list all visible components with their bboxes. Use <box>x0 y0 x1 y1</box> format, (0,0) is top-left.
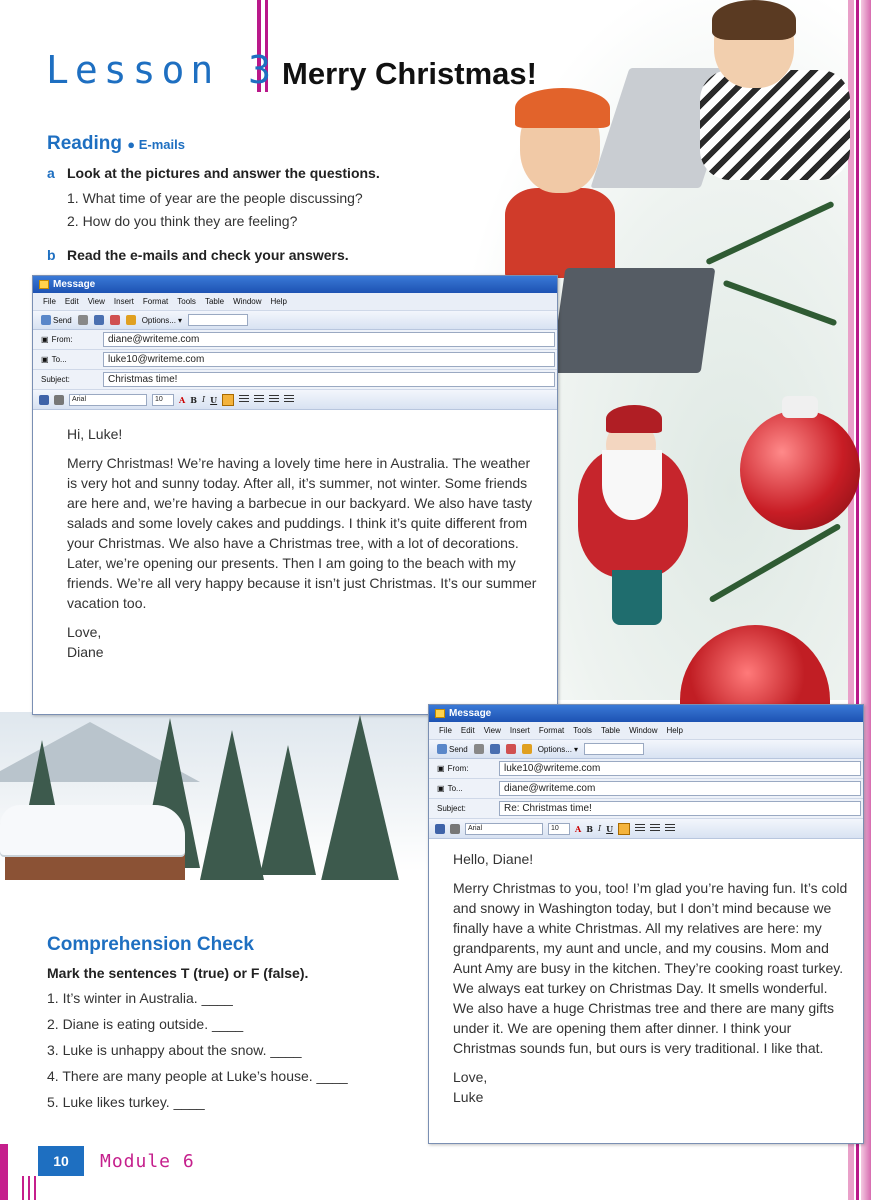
font-size-select[interactable]: 10 <box>548 823 570 835</box>
email-text: Merry Christmas to you, too! I’m glad you’re having fun. It’s cold and snowy in Washington today, but I don’t mind because we finally have a white Christmas. All my relatives are here: my grandparents, my aunt and uncle, and my cousins. Mom and Aunt Amy are busy in the kitchen. They’re cooking roast turkey. We always eat turkey on Christmas Day. It smells wonderful. We also have a huge Christmas tree and there are many gifts under it. We are opening them after dinner. I think your Christmas sounds fun, but ours is very traditional. I like that. <box>453 880 848 1056</box>
bullet-list-icon[interactable] <box>284 395 294 404</box>
email-signature: Diane <box>67 644 104 660</box>
from-label[interactable]: ▣ From: <box>41 335 73 344</box>
attach-icon[interactable] <box>474 744 484 754</box>
footer-accent-line <box>28 1176 30 1200</box>
email-text: Merry Christmas! We’re having a lovely time here in Australia. The weather is very hot and sunny today. After all, it’s summer, not winter. Some friends are here and, we’re having a barbecue in our backyard. We also have tasty salads and some lovely cakes and puddings. I think it’s quite different from your Christmas. We also have a Christmas tree, with a lot of decorations. Later, we’re opening our presents. Then I am going to the beach with my friends. We’re all very happy because it isn’t just Christmas. It’s our summer vacation too. <box>67 455 537 611</box>
task-b-label: b <box>47 247 56 263</box>
align-center-icon[interactable] <box>239 395 249 404</box>
page-title: Merry Christmas! <box>282 56 537 91</box>
comprehension-heading: Comprehension Check <box>47 934 254 955</box>
menu-insert[interactable]: Insert <box>509 726 530 735</box>
email-signature: Luke <box>453 1089 484 1105</box>
comprehension-item: 2. Diane is eating outside. ____ <box>47 1016 244 1032</box>
send-button[interactable]: Send <box>41 315 72 325</box>
importance-icon[interactable] <box>110 315 120 325</box>
reading-label: Reading <box>47 133 122 154</box>
align-left-icon[interactable] <box>222 394 234 406</box>
from-field[interactable]: diane@writeme.com <box>103 332 555 347</box>
footer-accent-line <box>34 1176 36 1200</box>
align-center-icon[interactable] <box>635 824 645 833</box>
girl-photo <box>505 188 615 278</box>
send-icon <box>41 315 51 325</box>
email-greeting: Hello, Diane! <box>453 851 534 867</box>
question-item: 1. What time of year are the people discussing? <box>67 190 363 206</box>
menu-format[interactable]: Format <box>538 726 565 735</box>
boy-photo <box>700 70 850 180</box>
menu-file[interactable]: File <box>439 726 452 735</box>
subject-field[interactable]: Christmas time! <box>103 372 555 387</box>
save-icon[interactable] <box>435 824 445 834</box>
bold-button[interactable]: B <box>190 394 197 405</box>
comprehension-item: 5. Luke likes turkey. ____ <box>47 1094 205 1110</box>
italic-button[interactable]: I <box>201 395 206 404</box>
align-left-icon[interactable] <box>618 823 630 835</box>
from-field[interactable]: luke10@writeme.com <box>499 761 861 776</box>
menu-bar <box>33 293 557 311</box>
footer-accent-bar <box>0 1144 8 1200</box>
menu-help[interactable]: Help <box>270 297 287 306</box>
module-label: Module 6 <box>100 1151 195 1172</box>
italic-button[interactable]: I <box>597 824 602 833</box>
menu-bar <box>429 722 863 740</box>
window-title: Message <box>53 279 96 290</box>
pine-tree <box>320 715 400 885</box>
subject-row <box>33 370 557 390</box>
to-field[interactable]: diane@writeme.com <box>499 781 861 796</box>
to-row <box>429 779 863 799</box>
bold-button[interactable]: B <box>586 823 593 834</box>
comprehension-item: 1. It’s winter in Australia. ____ <box>47 990 233 1006</box>
menu-tools[interactable]: Tools <box>573 726 592 735</box>
format-toolbar <box>33 390 557 410</box>
email-closing: Love, <box>453 1069 488 1085</box>
window-title: Message <box>449 708 492 719</box>
email-closing: Love, <box>67 624 102 640</box>
numbered-list-icon[interactable] <box>665 824 675 833</box>
santa-figure <box>612 570 662 625</box>
numbered-list-icon[interactable] <box>269 395 279 404</box>
footer-accent-line <box>22 1176 24 1200</box>
from-label[interactable]: ▣ From: <box>437 764 469 773</box>
red-ornament <box>740 410 860 530</box>
font-color-icon[interactable]: A <box>179 394 186 405</box>
menu-table[interactable]: Table <box>204 297 225 306</box>
subject-field[interactable]: Re: Christmas time! <box>499 801 861 816</box>
font-size-select[interactable]: 10 <box>152 394 174 406</box>
envelope-icon <box>435 709 445 718</box>
flag-icon[interactable] <box>522 744 532 754</box>
font-select[interactable]: Arial <box>69 394 147 406</box>
pine-tree <box>260 745 316 875</box>
menu-format[interactable]: Format <box>142 297 169 306</box>
santa-figure <box>606 405 662 433</box>
options-button[interactable]: Options... ▾ <box>141 315 182 325</box>
reading-subheading: ● E-mails <box>127 137 185 152</box>
menu-view[interactable]: View <box>483 726 501 735</box>
menu-window[interactable]: Window <box>233 297 262 306</box>
underline-button[interactable]: U <box>210 394 218 405</box>
font-select[interactable]: Arial <box>465 823 543 835</box>
santa-figure <box>602 450 662 520</box>
email-window-diane <box>32 275 558 715</box>
menu-table[interactable]: Table <box>600 726 621 735</box>
email-toolbar <box>33 311 557 330</box>
snow-field <box>0 880 430 920</box>
email-greeting: Hi, Luke! <box>67 426 123 442</box>
comprehension-item: 3. Luke is unhappy about the snow. ____ <box>47 1042 302 1058</box>
menu-help[interactable]: Help <box>666 726 683 735</box>
lesson-number: Lesson 3 <box>46 48 278 92</box>
task-a-text: Look at the pictures and answer the questions. <box>67 165 380 181</box>
toolbar-dropdown[interactable] <box>584 743 644 755</box>
email-body[interactable] <box>429 839 863 1107</box>
send-icon <box>437 744 447 754</box>
menu-file[interactable]: File <box>43 297 56 306</box>
menu-edit[interactable]: Edit <box>64 297 79 306</box>
send-button[interactable]: Send <box>437 744 468 754</box>
underline-button[interactable]: U <box>606 823 614 834</box>
comprehension-item: 4. There are many people at Luke’s house. ____ <box>47 1068 348 1084</box>
font-color-icon[interactable]: A <box>575 823 582 834</box>
print-icon[interactable] <box>54 395 64 405</box>
attach-icon[interactable] <box>78 315 88 325</box>
email-titlebar <box>429 705 863 722</box>
task-a-label: a <box>47 165 55 181</box>
laptop-photo <box>551 268 716 373</box>
save-icon[interactable] <box>39 395 49 405</box>
from-row <box>429 759 863 779</box>
boy-photo <box>712 0 796 40</box>
from-row <box>33 330 557 350</box>
align-right-icon[interactable] <box>254 395 264 404</box>
email-titlebar <box>33 276 557 293</box>
girl-photo <box>515 88 610 128</box>
flag-icon[interactable] <box>126 315 136 325</box>
task-b-text: Read the e-mails and check your answers. <box>67 247 349 263</box>
to-label[interactable]: ▣ To... <box>437 784 463 793</box>
importance-icon[interactable] <box>506 744 516 754</box>
format-toolbar <box>429 819 863 839</box>
address-book-icon[interactable] <box>94 315 104 325</box>
subject-label: Subject: <box>41 375 70 384</box>
menu-edit[interactable]: Edit <box>460 726 475 735</box>
menu-view[interactable]: View <box>87 297 105 306</box>
email-body[interactable] <box>33 410 557 662</box>
snowy-cabin-roof <box>0 805 185 855</box>
email-window-luke <box>428 704 864 1144</box>
print-icon[interactable] <box>450 824 460 834</box>
options-button[interactable]: Options... ▾ <box>537 744 578 754</box>
email-toolbar <box>429 740 863 759</box>
to-field[interactable]: luke10@writeme.com <box>103 352 555 367</box>
question-item: 2. How do you think they are feeling? <box>67 213 298 229</box>
envelope-icon <box>39 280 49 289</box>
to-label[interactable]: ▣ To... <box>41 355 67 364</box>
menu-window[interactable]: Window <box>629 726 658 735</box>
reading-heading <box>47 133 185 155</box>
comprehension-instruction: Mark the sentences T (true) or F (false). <box>47 965 309 981</box>
subject-row <box>429 799 863 819</box>
menu-tools[interactable]: Tools <box>177 297 196 306</box>
page-number: 10 <box>38 1146 84 1176</box>
to-row <box>33 350 557 370</box>
subject-label: Subject: <box>437 804 466 813</box>
menu-insert[interactable]: Insert <box>113 297 134 306</box>
toolbar-dropdown[interactable] <box>188 314 248 326</box>
address-book-icon[interactable] <box>490 744 500 754</box>
pine-tree <box>200 730 264 880</box>
align-right-icon[interactable] <box>650 824 660 833</box>
